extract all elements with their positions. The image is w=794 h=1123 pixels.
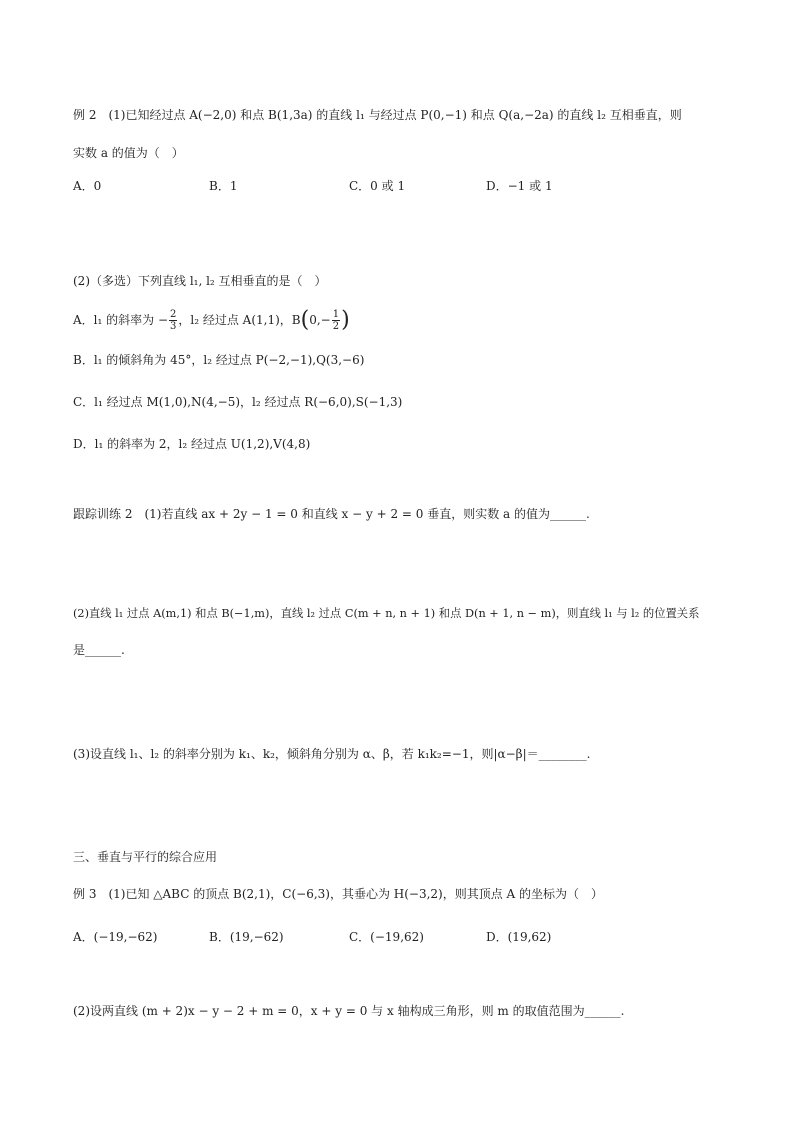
example-2-part2-option-b: B．l₁ 的倾斜角为 45°，l₂ 经过点 P(−2,−1),Q(3,−6) xyxy=(73,353,365,367)
point-b-numerator: 1 xyxy=(332,309,340,320)
example-2-option-a: A．0 xyxy=(73,179,102,193)
example-3-option-c: C．(−19,62) xyxy=(349,930,424,944)
example-2-part2-option-c: C．l₁ 经过点 M(1,0),N(4,−5)，l₂ 经过点 R(−6,0),S(−1,3) xyxy=(73,395,403,409)
section-3-title: 三、垂直与平行的综合应用 xyxy=(73,850,218,864)
point-open-paren: ( xyxy=(300,307,310,333)
training-2-question-1: 跟踪训练 2 (1)若直线 ax + 2y − 1 = 0 和直线 x − y + 2 = 0 垂直，则实数 a 的值为______. xyxy=(73,507,590,521)
training-2-question-2-line2: 是______. xyxy=(73,643,125,657)
slope-fraction xyxy=(169,309,177,332)
option-a-prefix: A．l₁ 的斜率为 − xyxy=(73,313,168,327)
point-b-prefix: 0,− xyxy=(309,313,331,327)
slope-numerator: 2 xyxy=(170,309,177,320)
example-2-option-c: C．0 或 1 xyxy=(349,179,406,193)
point-b-fraction xyxy=(332,309,340,332)
training-2-question-3: (3)设直线 l₁、l₂ 的斜率分别为 k₁、k₂，倾斜角分别为 α、β，若 k₁k₂=−1，则|α−β|＝________. xyxy=(73,747,591,761)
example-2-part1-line1: 例 2 (1)已知经过点 A(−2,0) 和点 B(1,3a) 的直线 l₁ 与经过点 P(0,−1) 和点 Q(a,−2a) 的直线 l₂ 互相垂直，则 xyxy=(73,108,682,122)
example-3-option-b: B．(19,−62) xyxy=(209,930,284,944)
example-3-option-a: A．(−19,−62) xyxy=(73,930,158,944)
example-3-option-d: D．(19,62) xyxy=(486,930,552,944)
example-3-question-2: (2)设两直线 (m + 2)x − y − 2 + m = 0，x + y = 0 与 x 轴构成三角形，则 m 的取值范围为______. xyxy=(73,1004,625,1018)
example-2-option-b: B．1 xyxy=(209,179,238,193)
option-a-middle: ，l₂ 经过点 A(1,1)，B xyxy=(178,313,301,327)
point-b-denominator: 2 xyxy=(332,321,340,332)
slope-denominator: 3 xyxy=(170,321,177,332)
example-2-part2-stem: (2)（多选）下列直线 l₁, l₂ 互相垂直的是（ ） xyxy=(73,274,327,288)
example-3-question-1: 例 3 (1)已知 △ABC 的顶点 B(2,1)，C(−6,3)，其垂心为 H(−3,2)，则其顶点 A 的坐标为（ ） xyxy=(73,887,604,901)
point-close-paren: ) xyxy=(341,307,350,333)
example-2-part1-line2: 实数 a 的值为（ ） xyxy=(73,146,184,160)
example-2-option-d: D．−1 或 1 xyxy=(486,179,553,193)
example-2-part2-option-d: D．l₁ 的斜率为 2，l₂ 经过点 U(1,2),V(4,8) xyxy=(73,437,311,451)
training-2-question-2-line1: (2)直线 l₁ 过点 A(m,1) 和点 B(−1,m)，直线 l₂ 过点 C(m + n, n + 1) 和点 D(n + 1, n − m)，则直线 l₁ 与 l₂ 的位置关系 xyxy=(73,607,700,620)
example-2-part2-option-a xyxy=(73,307,350,334)
